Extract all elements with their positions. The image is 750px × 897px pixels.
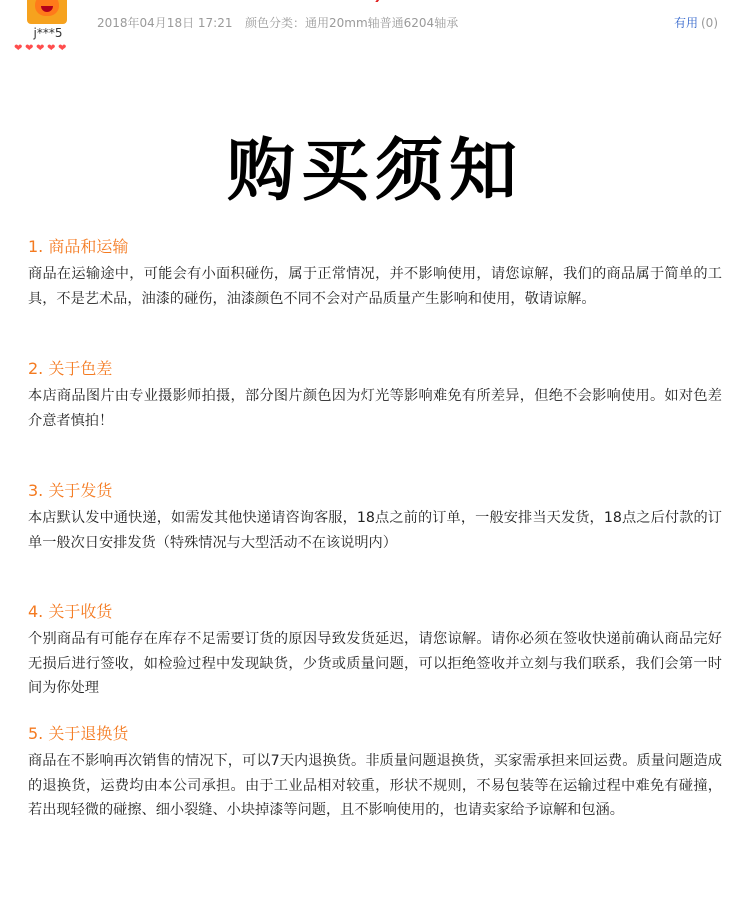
- review-variant: 颜色分类：通用20mm轴普通6204轴承: [245, 16, 459, 30]
- notice-section-color: [28, 358, 722, 433]
- review-text-cropped: [96, 0, 566, 2]
- useful-count: (0): [701, 16, 718, 30]
- section-heading: 5. 关于退换货: [28, 724, 129, 743]
- section-body: 本店默认发中通快递，如需发其他快递请咨询客服，18点之前的订单，一般安排当天发货，18点之后付款的订单一般次日安排发货（特殊情况与大型活动不在该说明内）: [28, 510, 722, 551]
- review-username: j***5: [33, 26, 63, 40]
- notice-section-receipt: [28, 601, 722, 701]
- useful-label: 有用: [673, 16, 698, 30]
- user-avatar[interactable]: [27, 0, 67, 24]
- section-heading: 1. 商品和运输: [28, 237, 129, 256]
- heart-icon: ❤: [58, 43, 67, 54]
- section-body: 商品在不影响再次销售的情况下，可以7天内退换货。非质量问题退换货，买家需承担来回运费。质量问题造成的退换货，运费均由本公司承担。由于工业品相对较重，形状不规则，不易包装等在运输过程中难免有碰撞，若出现轻微的碰擦、细小裂缝、小块掉漆等问题，且不影响使用的，也请卖家给予谅解和包涵。: [28, 753, 722, 818]
- section-body: 个别商品有可能存在库存不足需要订货的原因导致发货延迟，请您谅解。请你必须在签收快递前确认商品完好无损后进行签收，如检验过程中发现缺货，少货或质量问题，可以拒绝签收并立刻与我们联系，我们会第一时间为你处理: [28, 631, 722, 696]
- heart-icon: ❤: [25, 43, 34, 54]
- heart-icon: ❤: [47, 43, 56, 54]
- review-header: [0, 0, 750, 58]
- notice-title: 购买须知: [226, 132, 523, 211]
- review-rating: [14, 44, 68, 54]
- heart-icon: ❤: [14, 43, 23, 54]
- section-heading: 2. 关于色差: [28, 359, 113, 378]
- useful-button[interactable]: [674, 14, 718, 31]
- section-heading: 4. 关于收货: [28, 602, 113, 621]
- notice-section-dispatch: [28, 480, 722, 555]
- section-body: 商品在运输途中，可能会有小面积碰伤，属于正常情况，并不影响使用，请您谅解，我们的商品属于简单的工具，不是艺术品，油漆的碰伤，油漆颜色不同不会对产品质量产生影响和使用，敬请谅解。: [28, 266, 722, 307]
- notice-section-returns: [28, 723, 722, 823]
- heart-icon: ❤: [36, 43, 45, 54]
- notice-section-shipping: [28, 236, 722, 311]
- section-body: 本店商品图片由专业摄影师拍摄，部分图片颜色因为灯光等影响难免有所差异，但绝不会影响使用。如对色差介意者慎拍！: [28, 388, 722, 429]
- section-heading: 3. 关于发货: [28, 481, 113, 500]
- review-date: 2018年04月18日 17:21: [97, 16, 233, 30]
